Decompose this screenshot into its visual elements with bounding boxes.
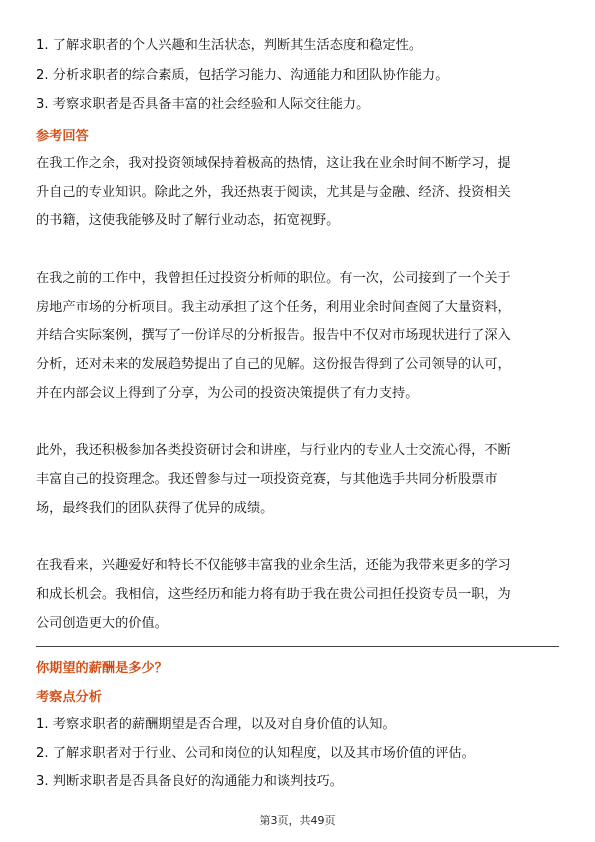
answer-p2-line5: 并在内部会议上得到了分享，为公司的投资决策提供了有力支持。: [36, 386, 419, 401]
analysis-list-item-3: 3. 判断求职者是否具备良好的沟通能力和谈判技巧。: [36, 774, 343, 789]
answer-p1-line2: 升自己的专业知识。除此之外，我还热衷于阅读，尤其是与金融、经济、投资相关: [36, 185, 511, 200]
answer-p4-line1: 在我看来，兴趣爱好和特长不仅能够丰富我的业余生活，还能为我带来更多的学习: [36, 558, 511, 573]
answer-p2-line1: 在我之前的工作中，我曾担任过投资分析师的职位。有一次，公司接到了一个关于: [36, 271, 511, 286]
page-number: 第3页，共49页: [259, 814, 336, 827]
answer-p2-line4: 分析，还对未来的发展趋势提出了自己的见解。这份报告得到了公司领导的认可，: [36, 357, 511, 372]
answer-p3-line3: 场，最终我们的团队获得了优异的成绩。: [36, 501, 274, 516]
top-list-item-3: 3. 考察求职者是否具备丰富的社会经验和人际交往能力。: [36, 97, 370, 112]
answer-p3-line1: 此外，我还积极参加各类投资研讨会和讲座，与行业内的专业人士交流心得，不断: [36, 443, 511, 458]
analysis-list-item-2: 2. 了解求职者对于行业、公司和岗位的认知程度，以及其市场价值的评估。: [36, 746, 475, 761]
question-heading: 你期望的薪酬是多少？: [36, 661, 168, 676]
section-divider: [36, 646, 559, 647]
answer-heading: 参考回答: [36, 129, 89, 144]
top-list-item-2: 2. 分析求职者的综合素质，包括学习能力、沟通能力和团队协作能力。: [36, 68, 449, 83]
answer-p3-line2: 丰富自己的投资理念。我还曾参与过一项投资竞赛，与其他选手共同分析股票市: [36, 472, 498, 487]
answer-p1-line1: 在我工作之余，我对投资领域保持着极高的热情，这让我在业余时间不断学习，提: [36, 156, 511, 171]
analysis-list-item-1: 1. 考察求职者的薪酬期望是否合理，以及对自身价值的认知。: [36, 717, 396, 732]
answer-p1-line3: 的书籍，这使我能够及时了解行业动态，拓宽视野。: [36, 213, 340, 228]
answer-p4-line3: 公司创造更大的价值。: [36, 616, 168, 631]
analysis-heading: 考察点分析: [36, 690, 102, 705]
answer-p4-line2: 和成长机会。我相信，这些经历和能力将有助于我在贵公司担任投资专员一职，为: [36, 587, 511, 602]
top-list-item-1: 1. 了解求职者的个人兴趣和生活状态，判断其生活态度和稳定性。: [36, 38, 423, 53]
answer-p2-line2: 房地产市场的分析项目。我主动承担了这个任务，利用业余时间查阅了大量资料，: [36, 300, 511, 315]
answer-p2-line3: 并结合实际案例，撰写了一份详尽的分析报告。报告中不仅对市场现状进行了深入: [36, 328, 511, 343]
